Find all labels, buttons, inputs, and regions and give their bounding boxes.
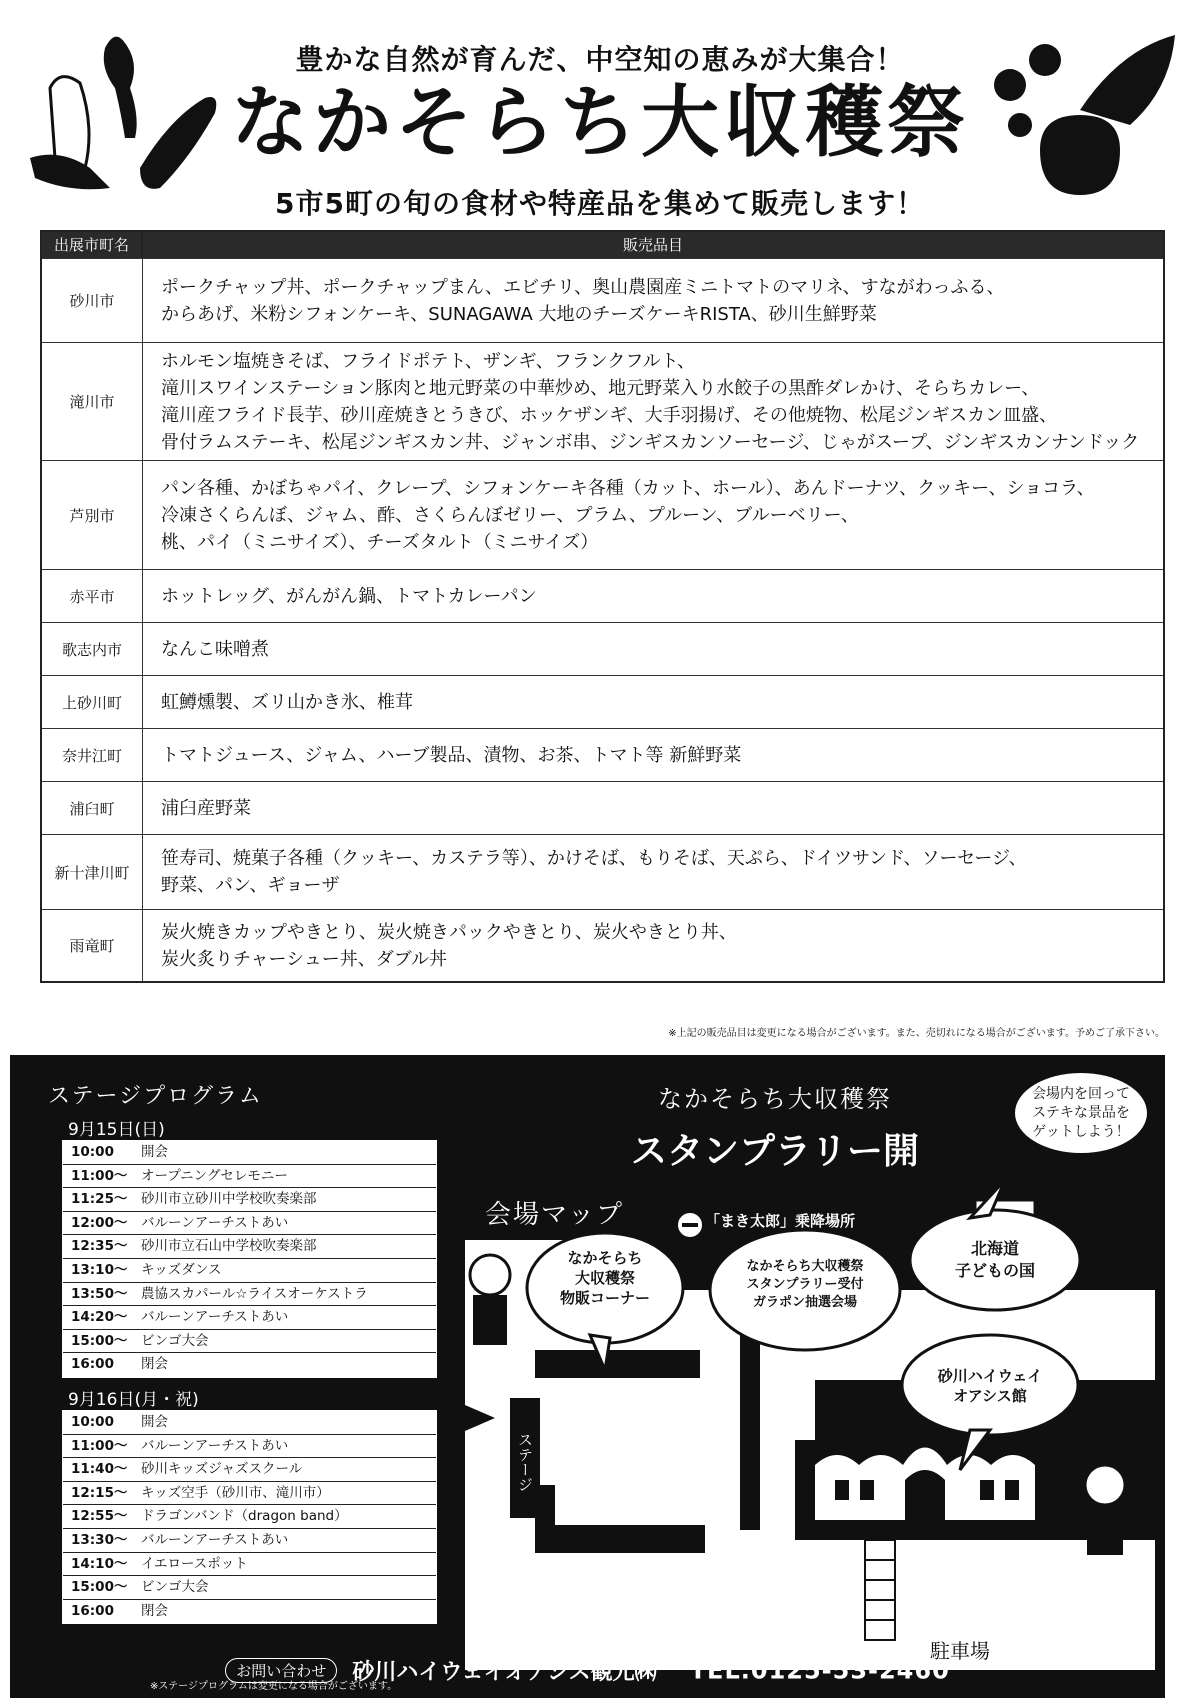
vendor-items [143,461,1163,569]
vendor-city: 滝川市 [42,343,143,460]
schedule-row [63,1212,436,1236]
schedule-time: 12:00～ [71,1214,128,1231]
schedule-time: 11:00～ [71,1167,128,1184]
vendor-item-line: ポークチャップ丼、ポークチャップまん、エビチリ、奥山農園産ミニトマトのマリネ、すながわっふる、 [161,276,1005,298]
schedule-event: キッズ空手（砂川市、滝川市） [141,1484,330,1501]
schedule-row [63,1188,436,1212]
vendor-row [42,460,1163,569]
vendor-city: 雨竜町 [42,910,143,981]
schedule-row [63,1353,436,1377]
vendor-item-line: 浦臼産野菜 [161,797,251,819]
footer [0,1655,1175,1698]
vegetables-illustration-left [20,28,230,198]
schedule-time: 15:00～ [71,1332,128,1349]
stamp-rally-subtitle: なかそらち大収穫祭 [658,1085,892,1113]
schedule-event: 開会 [141,1414,168,1430]
vendor-item-line: トマトジュース、ジャム、ハーブ製品、漬物、お茶、トマト等 新鮮野菜 [161,744,742,766]
vendor-item-line: 笹寿司、焼菓子各種（クッキー、カステラ等）、かけそば、もりそば、天ぷら、ドイツサンド、ソーセージ、 [161,848,1027,869]
schedule-event: ビンゴ大会 [141,1332,209,1349]
vendor-row [42,834,1163,909]
schedule-time: 14:20～ [71,1309,128,1326]
vendor-items [143,676,1163,728]
festival-title: なかそらち大収穫祭 [230,78,969,168]
schedule-row [63,1306,436,1330]
oasis-hall-label [910,1366,1070,1406]
day2-schedule [62,1410,437,1624]
schedule-row [63,1259,436,1283]
vendor-item-line: なんこ味噌煮 [161,638,269,660]
bus-stop-label: 「まき太郎」乗降場所 [705,1212,856,1230]
vendor-city: 奈井江町 [42,729,143,781]
schedule-row [63,1141,436,1165]
vendor-items [143,782,1163,834]
vendor-note: ※上記の販売品目は変更になる場合がございます。また、売切れになる場合がございます。予めご了承下さい。 [668,1028,1165,1039]
vendor-item-line: ホルモン塩焼きそば、フライドポテト、ザンギ、フランクフルト、 [161,350,696,372]
vendor-row [42,675,1163,728]
schedule-event: ドラゴンバンド（dragon band） [141,1508,348,1525]
schedule-time: 12:55～ [71,1508,128,1525]
vendor-city: 赤平市 [42,570,143,622]
vendor-item-line: ホットレッグ、がんがん鍋、トマトカレーパン [161,585,537,607]
vendor-item-line: 冷凍さくらんぼ、ジャム、酢、さくらんぼゼリー、プラム、プルーン、ブルーベリー、 [161,504,859,526]
schedule-time: 10:00 [71,1144,114,1160]
schedule-time: 13:10～ [71,1261,128,1278]
schedule-row [63,1529,436,1553]
bubble-line: ゲットしよう！ [1032,1124,1130,1140]
label-line: 子どもの国 [954,1261,1035,1280]
kids-country-label [925,1238,1065,1282]
vendor-city: 芦別市 [42,461,143,569]
schedule-time: 16:00 [71,1602,114,1619]
label-line: 大収穫祭 [574,1269,635,1287]
header-subtitle: 豊かな自然が育んだ、中空知の恵みが大集合！ [295,43,905,76]
label-line: ガラポン抽選会場 [752,1295,857,1310]
vendor-items [143,835,1163,909]
bubble-line: 会場内を回って [1032,1086,1130,1102]
bottom-panel [10,1055,1165,1698]
schedule-event: バルーンアーチストあい [141,1437,289,1454]
stamp-rally-bubble [1015,1073,1147,1153]
schedule-row [63,1600,436,1624]
header-items: 販売品目 [622,236,683,254]
schedule-time: 12:15～ [71,1484,128,1501]
schedule-row [63,1435,436,1459]
schedule-event: バルーンアーチストあい [141,1214,289,1231]
schedule-time: 10:00 [71,1414,114,1430]
schedule-time: 15:00～ [71,1579,128,1596]
vendor-row [42,781,1163,834]
vendor-item-line: 骨付ラムステーキ、松尾ジンギスカン丼、ジャンボ串、ジンギスカンソーセージ、じゃがスープ、ジンギスカンナンドック [161,431,1140,453]
schedule-time: 11:40～ [71,1461,128,1478]
schedule-row [63,1553,436,1577]
label-line: オアシス館 [953,1387,1027,1405]
stamp-rally-title: スタンプラリー開 [630,1131,919,1172]
schedule-time: 11:00～ [71,1437,128,1454]
label-line: 物販コーナー [559,1289,650,1307]
schedule-event: オープニングセレモニー [141,1167,288,1184]
vendor-city: 砂川市 [42,259,143,342]
schedule-row [63,1411,436,1435]
day1-title: 9月15日(日) [68,1120,165,1140]
vendor-city: 浦臼町 [42,782,143,834]
vendor-row [42,622,1163,675]
vendor-item-line: 桃、パイ（ミニサイズ）、チーズタルト（ミニサイズ） [161,531,599,553]
schedule-time: 11:25～ [71,1191,128,1208]
vendor-city: 上砂川町 [42,676,143,728]
stage-note: ※ステージプログラムは変更になる場合がございます。 [150,1681,398,1692]
vendor-items [143,910,1163,981]
schedule-row [63,1576,436,1600]
phone-number: TEL.0125-53-2460 [689,1656,950,1685]
label-line: 北海道 [970,1239,1019,1258]
schedule-event: ビンゴ大会 [141,1579,209,1596]
schedule-time: 14:10～ [71,1555,128,1572]
header [0,0,1200,225]
map-title: 会場マップ [485,1200,624,1230]
vendor-item-line: 炭火炙りチャーシュー丼、ダブル丼 [161,948,448,970]
header-city: 出展市町名 [42,232,143,258]
schedule-event: 閉会 [141,1602,168,1619]
schedule-event: 砂川キッズジャズスクール [141,1461,303,1478]
vendor-item-line: 野菜、パン、ギョーザ [161,875,340,896]
label-line: なかそらち [567,1249,643,1267]
label-line: スタンプラリー受付 [746,1277,864,1292]
schedule-event: キッズダンス [141,1261,222,1278]
schedule-event: 砂川市立石山中学校吹奏楽部 [141,1238,317,1255]
vegetables-illustration-right [980,30,1180,200]
schedule-row [63,1482,436,1506]
schedule-event: 開会 [141,1144,168,1160]
vendor-items [143,259,1163,342]
vendor-items [143,623,1163,675]
vendor-item-line: 滝川スワインステーション豚肉と地元野菜の中華炒め、地元野菜入り水餃子の黒酢ダレかけ、そらちカレー、 [161,377,1040,399]
schedule-event: 農協スカパール☆ライスオーケストラ [141,1285,368,1302]
vendor-item-line: からあげ、米粉シフォンケーキ、SUNAGAWA 大地のチーズケーキRISTA、砂川生鮮野菜 [161,303,877,325]
schedule-event: バルーンアーチストあい [141,1531,289,1548]
day2-title: 9月16日(月・祝) [68,1390,199,1410]
vendor-row [42,342,1163,460]
schedule-row [63,1330,436,1354]
header-tagline: 5市5町の旬の食材や特産品を集めて販売します！ [275,187,925,220]
schedule-event: イエロースポット [141,1555,248,1572]
vendor-table-header [42,232,1163,258]
schedule-row [63,1165,436,1189]
vendor-items [143,343,1163,460]
schedule-time: 13:50～ [71,1285,128,1302]
vendor-items [143,729,1163,781]
vendor-rows [42,258,1163,981]
schedule-event: バルーンアーチストあい [141,1309,289,1326]
label-line: なかそらち大収穫祭 [746,1259,864,1274]
vendor-item-line: 滝川産フライド長芋、砂川産焼きとうきび、ホッケザンギ、大手羽揚げ、その他焼物、松尾ジンギスカン皿盛、 [161,404,1058,426]
company-name: 砂川ハイウェイオアシス観光㈱ [352,1660,657,1685]
schedule-time: 16:00 [71,1356,114,1373]
schedule-event: 砂川市立砂川中学校吹奏楽部 [141,1191,317,1208]
sales-corner-label [527,1248,683,1308]
vendor-item-line: 炭火焼きカップやきとり、炭火焼きパックやきとり、炭火やきとり丼、 [161,921,737,943]
contact-label: お問い合わせ [225,1658,337,1683]
stamp-reception-label [715,1258,895,1312]
vendor-row [42,258,1163,342]
schedule-row [63,1458,436,1482]
vendor-item-line: パン各種、かぼちゃパイ、クレープ、シフォンケーキ各種（カット、ホール）、あんドーナツ、クッキー、ショコラ、 [161,477,1095,499]
vendor-row [42,909,1163,981]
day1-schedule [62,1140,437,1378]
bubble-line: ステキな景品を [1032,1105,1130,1121]
venue-map [465,1180,1155,1670]
schedule-row [63,1283,436,1307]
vendor-table [40,230,1165,983]
label-line: 砂川ハイウェイ [937,1367,1043,1385]
vendor-row [42,569,1163,622]
vendor-items [143,570,1163,622]
stage-program-title: ステージプログラム [48,1084,263,1109]
schedule-time: 13:30～ [71,1531,128,1548]
schedule-row [63,1505,436,1529]
vendor-city: 新十津川町 [42,835,143,909]
schedule-event: 閉会 [141,1356,168,1373]
vendor-item-line: 虹鱒燻製、ズリ山かき氷、椎茸 [161,691,413,713]
schedule-time: 12:35～ [71,1238,128,1255]
stage-label: ステージ [510,1398,540,1518]
schedule-row [63,1235,436,1259]
vendor-city: 歌志内市 [42,623,143,675]
vendor-row [42,728,1163,781]
parking-label: 駐車場 [930,1639,990,1663]
